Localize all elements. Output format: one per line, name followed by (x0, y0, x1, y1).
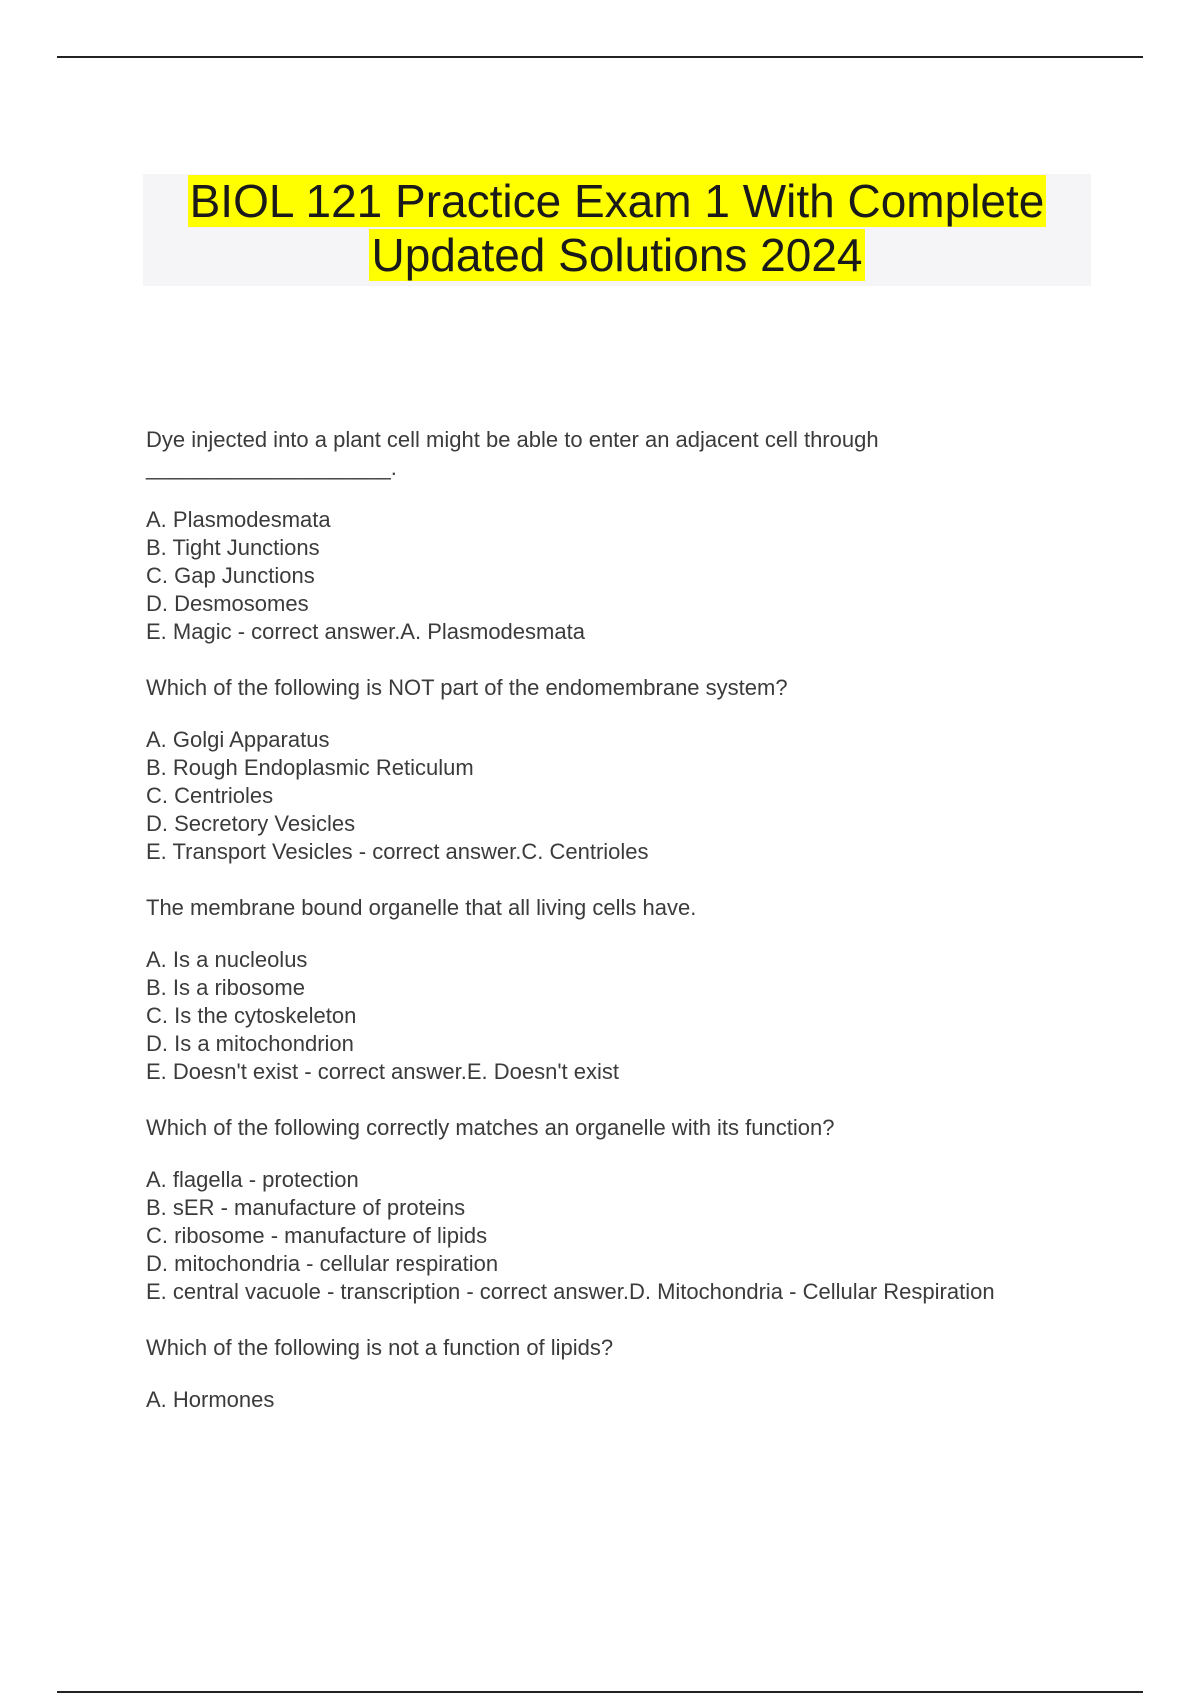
option: A. Hormones (146, 1387, 275, 1412)
question-block (146, 894, 1156, 1086)
question-block (146, 426, 1156, 646)
option: D. mitochondria - cellular respiration (146, 1251, 499, 1276)
option: C. ribosome - manufacture of lipids (146, 1223, 488, 1248)
answer-blank: ____________________. (146, 455, 397, 480)
option: B. Tight Junctions (146, 535, 320, 560)
option: A. Is a nucleolus (146, 947, 308, 972)
option: A. Golgi Apparatus (146, 727, 330, 752)
option: C. Is the cytoskeleton (146, 1003, 357, 1028)
question-prompt: The membrane bound organelle that all living cells have. (146, 895, 697, 920)
option: D. Desmosomes (146, 591, 309, 616)
question-block (146, 674, 1156, 866)
option: A. Plasmodesmata (146, 507, 331, 532)
page-title-line-1: BIOL 121 Practice Exam 1 With Complete (189, 175, 1045, 227)
question-prompt: Which of the following is NOT part of the endomembrane system? (146, 675, 788, 700)
top-rule (57, 56, 1143, 58)
option: B. Is a ribosome (146, 975, 305, 1000)
title-banner (143, 174, 1091, 286)
option: B. sER - manufacture of proteins (146, 1195, 466, 1220)
option: C. Gap Junctions (146, 563, 315, 588)
option-with-answer: E. Doesn't exist - correct answer.E. Doesn't exist (146, 1059, 620, 1084)
bottom-rule (57, 1691, 1143, 1693)
option: B. Rough Endoplasmic Reticulum (146, 755, 474, 780)
question-prompt: Dye injected into a plant cell might be able to enter an adjacent cell through (146, 427, 879, 452)
question-prompt: Which of the following is not a function of lipids? (146, 1335, 614, 1360)
option-with-answer: E. Magic - correct answer.A. Plasmodesmata (146, 619, 585, 644)
exam-content (146, 426, 1156, 1414)
option-with-answer: E. Transport Vesicles - correct answer.C. Centrioles (146, 839, 649, 864)
question-block (146, 1334, 1156, 1414)
option-with-answer: E. central vacuole - transcription - correct answer.D. Mitochondria - Cellular Respiration (146, 1279, 995, 1304)
option: D. Secretory Vesicles (146, 811, 356, 836)
question-prompt: Which of the following correctly matches an organelle with its function? (146, 1115, 835, 1140)
page-title-line-2: Updated Solutions 2024 (371, 229, 863, 281)
option: A. flagella - protection (146, 1167, 359, 1192)
option: D. Is a mitochondrion (146, 1031, 354, 1056)
question-block (146, 1114, 1156, 1306)
option: C. Centrioles (146, 783, 274, 808)
